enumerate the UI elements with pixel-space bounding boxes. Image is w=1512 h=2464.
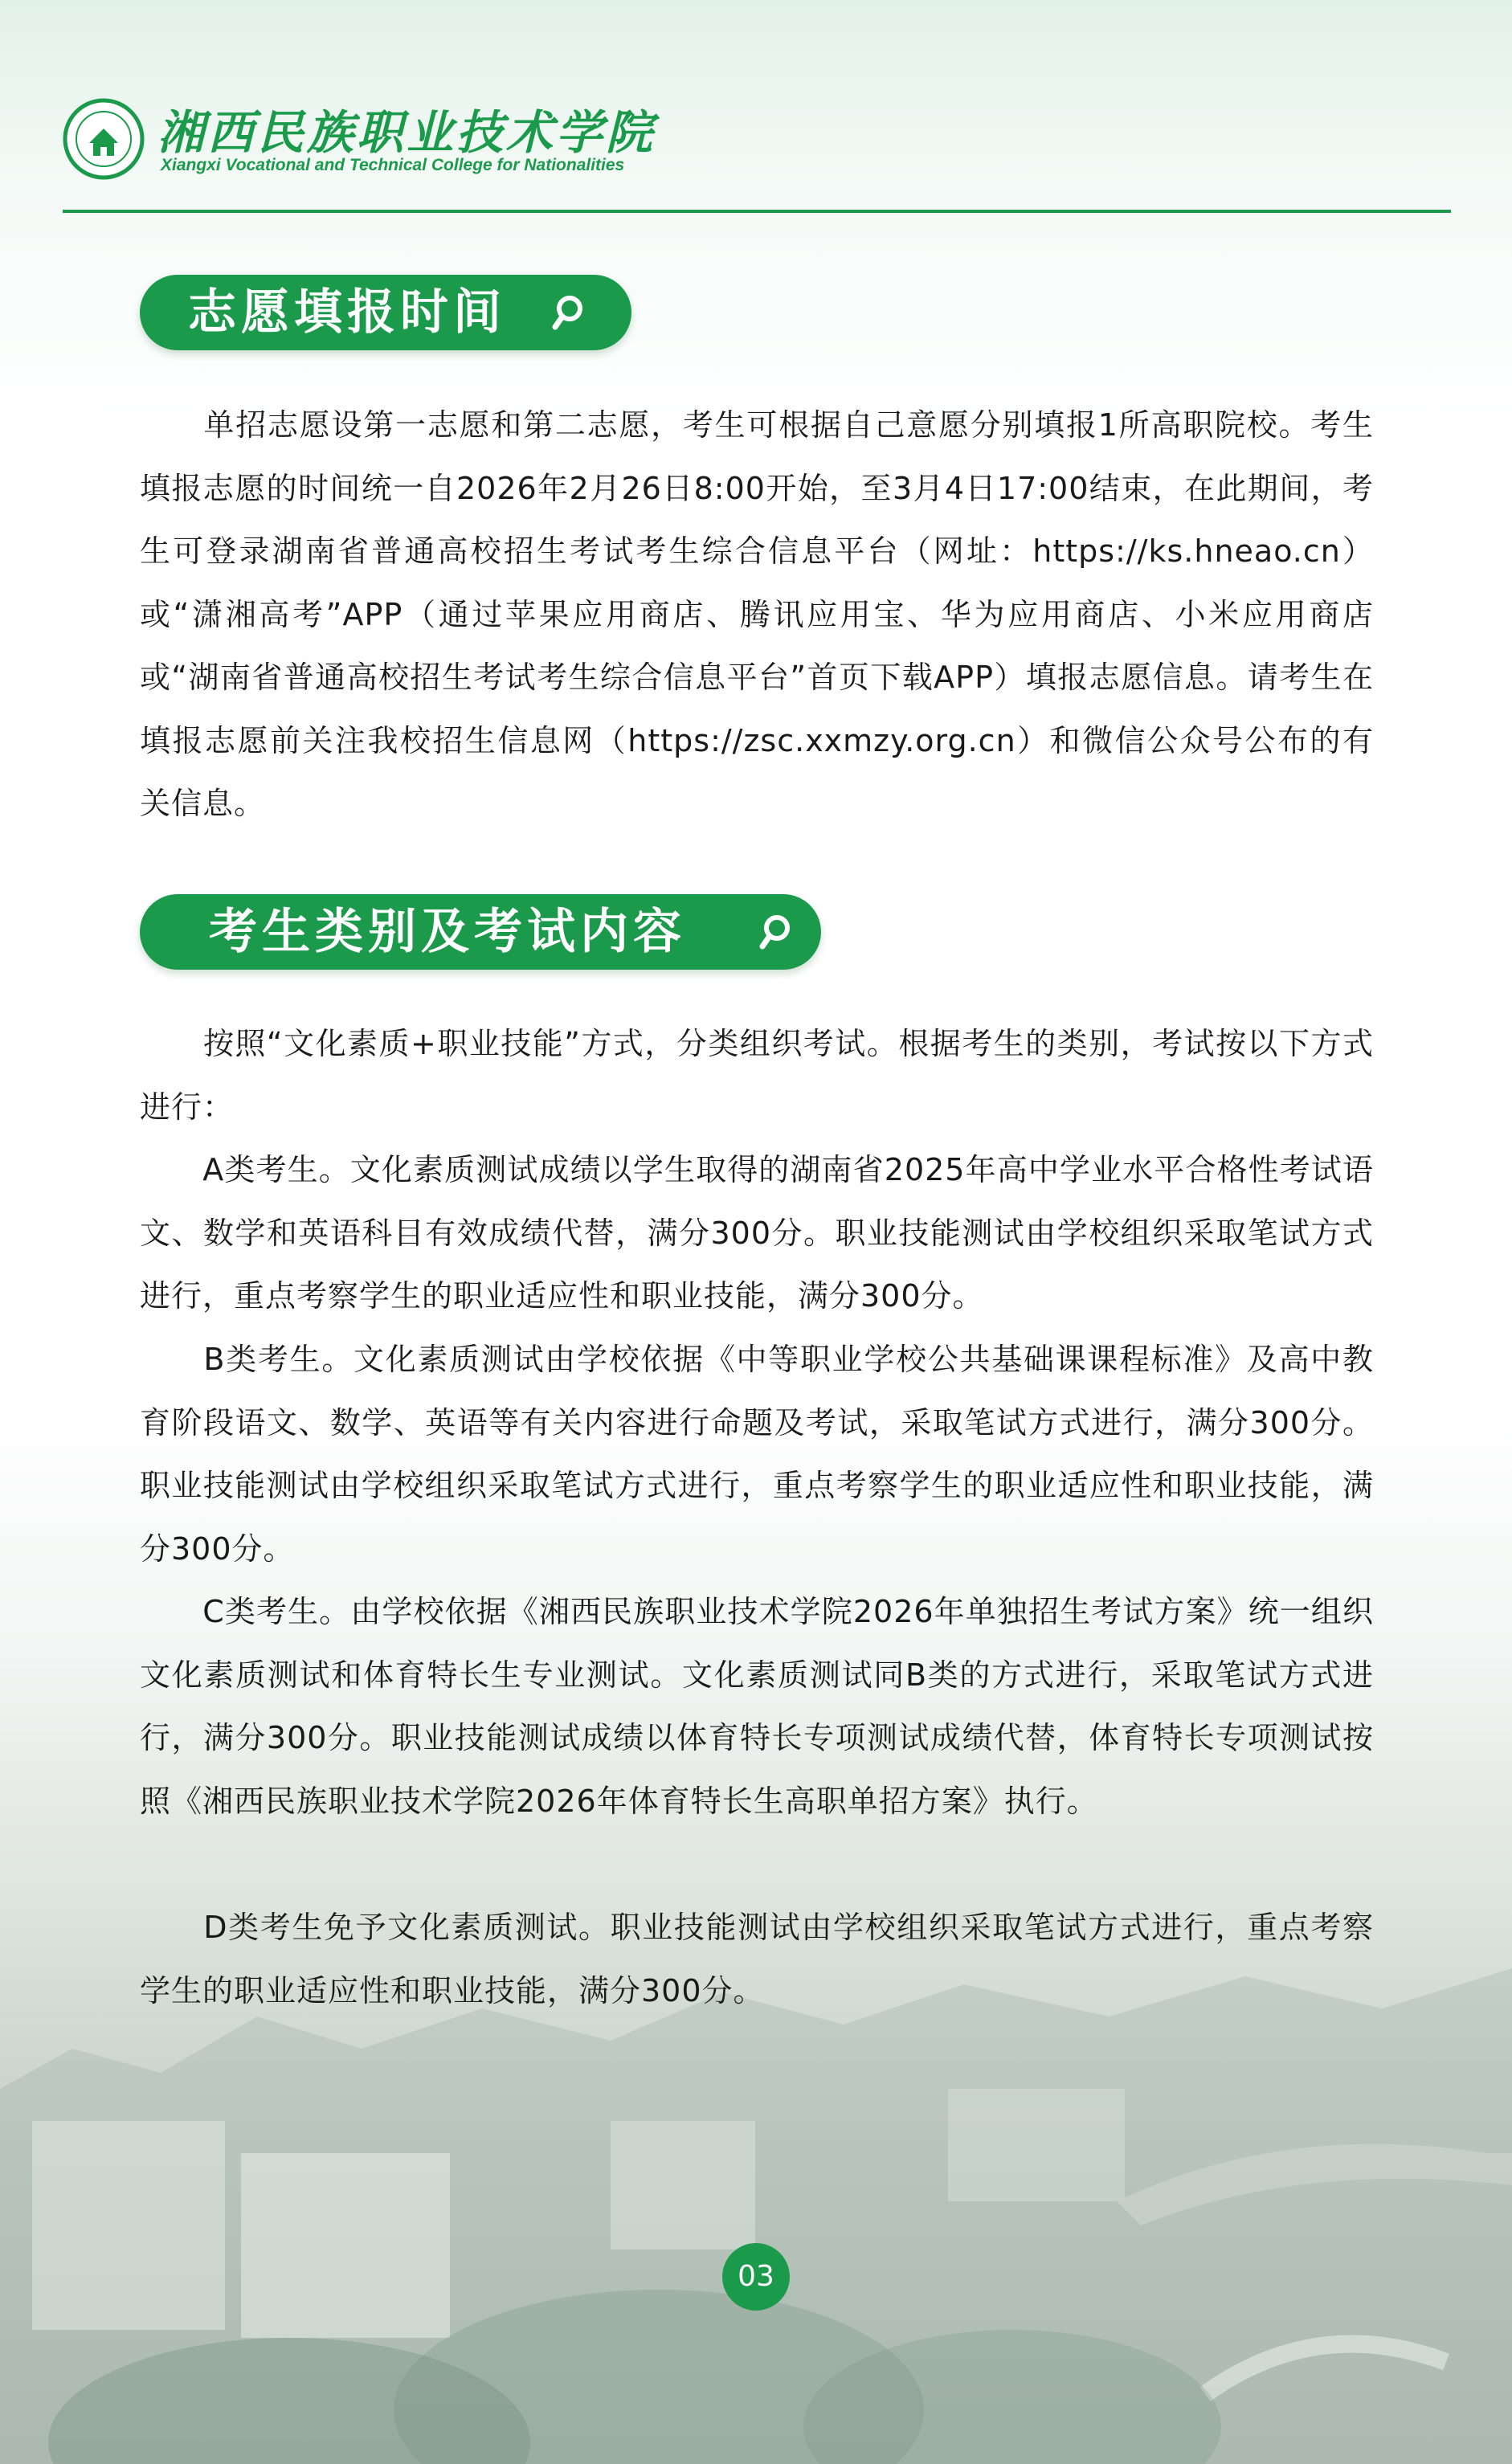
section-title: 志愿填报时间 <box>188 284 506 341</box>
page-number: 03 <box>722 2243 790 2311</box>
paragraph: B类考生。文化素质测试由学校依据《中等职业学校公共基础课课程标准》及高中教育阶段语文、数学、英语等有关内容进行命题及考试，采取笔试方式进行，满分300分。职业技能测试由学校组织采取笔试方式进行，重点考察学生的职业适应性和职业技能，满分300分。 <box>140 1342 1374 1567</box>
paragraph: 单招志愿设第一志愿和第二志愿，考生可根据自己意愿分别填报1所高职院校。考生填报志愿的时间统一自2026年2月26日8:00开始，至3月4日17:00结束，在此期间，考生可登录湖南省普通高校招生考试考生综合信息平台（网址：https://ks.hneao.cn）或“潇湘高考”APP（通过苹果应用商店、腾讯应用宝、华为应用商店、小米应用商店或“湖南省普通高校招生考试考生综合信息平台”首页下载APP）填报志愿信息。请考生在填报志愿前关注我校招生信息网（https://zsc.xxmzy.org.cn）和微信公众号公布的有关信息。 <box>140 407 1374 821</box>
paragraph: C类考生。由学校依据《湘西民族职业技术学院2026年单独招生考试方案》统一组织文化素质测试和体育特长生专业测试。文化素质测试同B类的方式进行，采取笔试方式进行，满分300分。职业技能测试成绩以体育特长专项测试成绩代替，体育特长专项测试按照《湘西民族职业技术学院2026年体育特长生高职单招方案》执行。 <box>140 1594 1374 1819</box>
college-name-english: Xiangxi Vocational and Technical College for Nationalities <box>161 156 625 174</box>
paragraph: 按照“文化素质+职业技能”方式，分类组织考试。根据考生的类别，考试按以下方式进行： <box>140 1026 1374 1125</box>
search-icon <box>755 912 795 952</box>
college-name-chinese: 湘西民族职业技术学院 <box>157 105 656 160</box>
search-icon <box>548 292 588 333</box>
paragraph: A类考生。文化素质测试成绩以学生取得的湖南省2025年高中学业水平合格性考试语文、数学和英语科目有效成绩代替，满分300分。职业技能测试由学校组织采取笔试方式进行，重点考察学生的职业适应性和职业技能，满分300分。 <box>140 1152 1374 1314</box>
college-emblem-icon <box>63 98 145 180</box>
paragraph: D类考生免予文化素质测试。职业技能测试由学校组织采取笔试方式进行，重点考察学生的职业适应性和职业技能，满分300分。 <box>140 1910 1374 2008</box>
section-heading-exam-categories <box>140 894 821 970</box>
section-heading-application-time <box>140 275 631 350</box>
header-divider <box>63 210 1451 213</box>
section-title: 考生类别及考试内容 <box>209 904 686 960</box>
